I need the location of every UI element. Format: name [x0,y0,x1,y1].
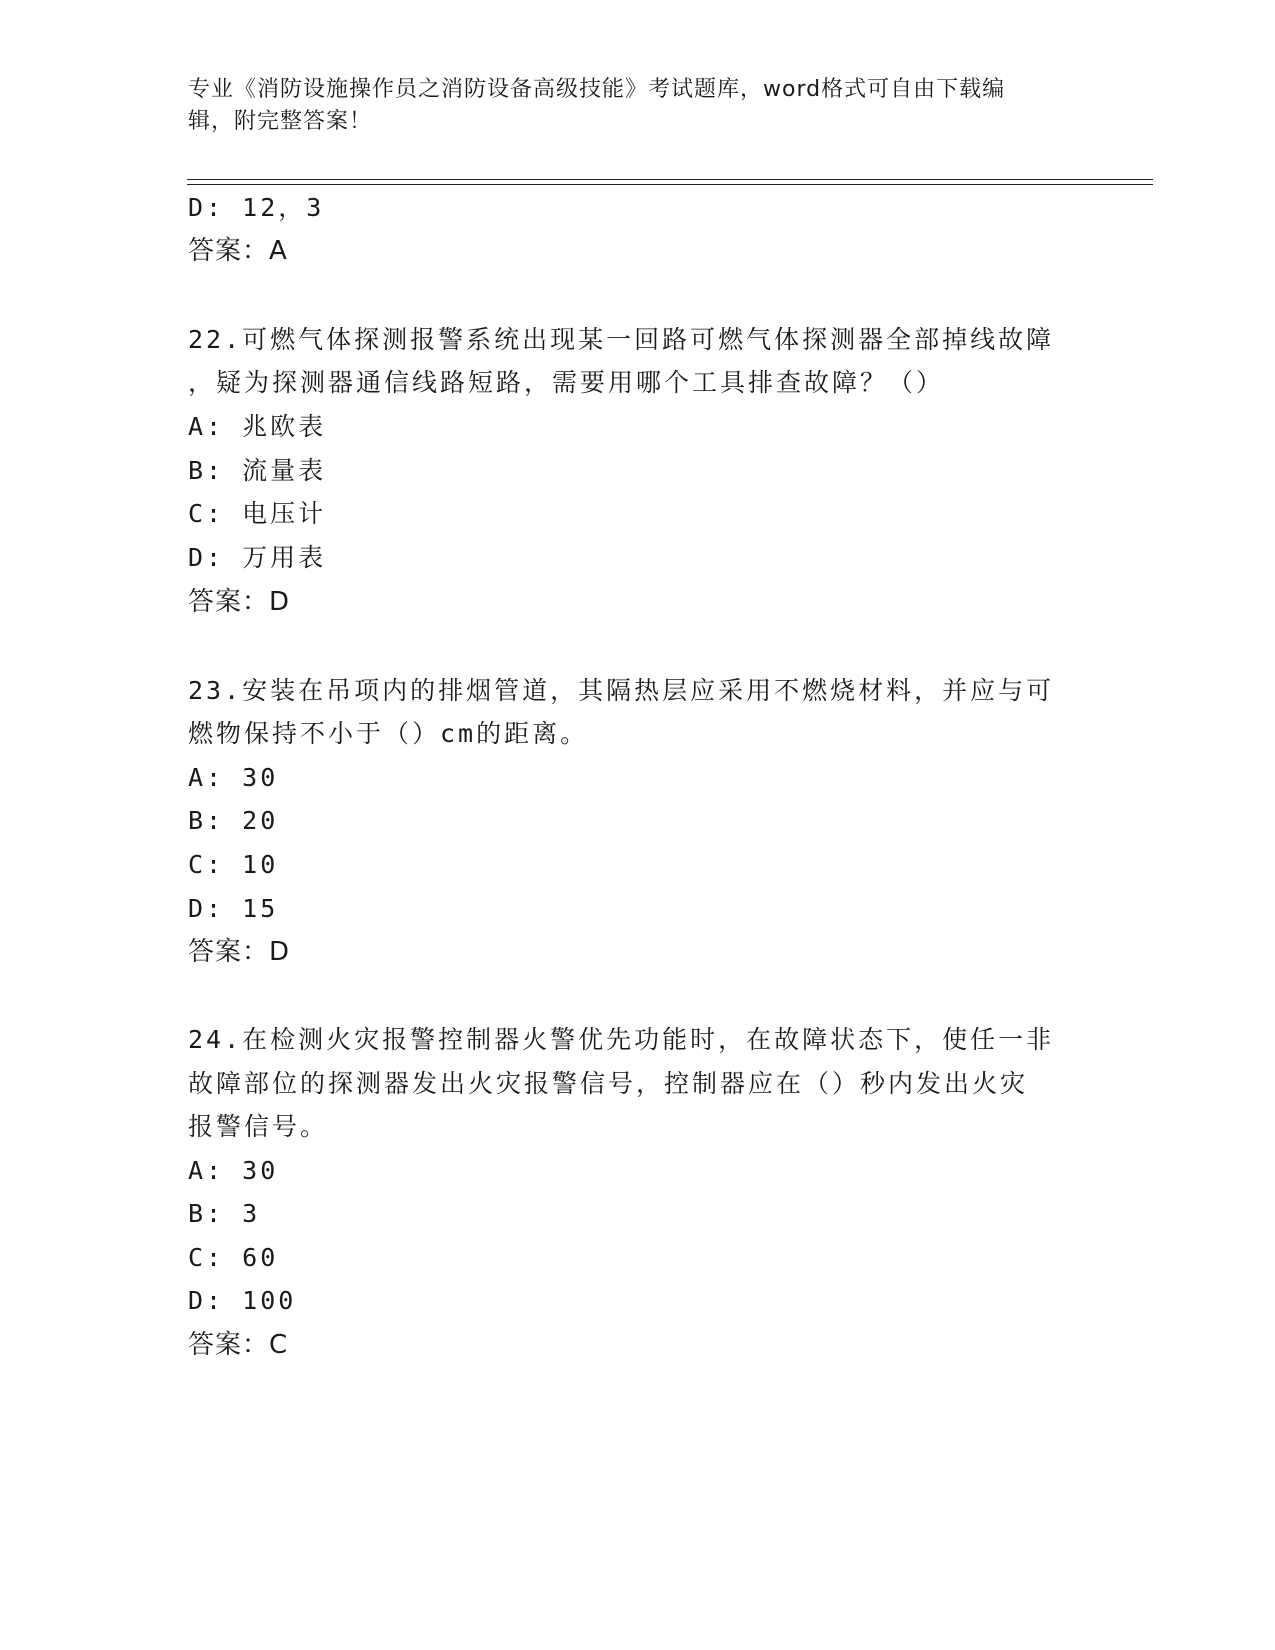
q24-option-d: D: 100 [188,1286,297,1315]
header-line-1: 专业《消防设施操作员之消防设备高级技能》考试题库，word格式可自由下载编 [188,77,1006,102]
q24-option-a: A: 30 [188,1156,279,1185]
q22-stem-line-2: ，疑为探测器通信线路短路，需要用哪个工具排查故障？（） [188,368,945,397]
q22-option-d: D: 万用表 [188,543,327,572]
q24-stem-line-3: 报警信号。 [188,1112,329,1141]
header-divider-top [187,179,1153,180]
q23-stem-line-1: 23.安装在吊项内的排烟管道，其隔热层应采用不燃烧材料，并应与可 [188,676,1055,705]
q24-answer: 答案：C [188,1330,289,1360]
header-divider-bottom [187,184,1153,185]
q23-option-c: C: 10 [188,850,279,879]
q23-stem-line-2: 燃物保持不小于（）cm的距离。 [188,719,589,748]
q22-stem-line-1: 22.可燃气体探测报警系统出现某一回路可燃气体探测器全部掉线故障 [188,325,1055,354]
q22-option-a: A: 兆欧表 [188,412,327,441]
q24-stem-line-2: 故障部位的探测器发出火灾报警信号，控制器应在（）秒内发出火灾 [188,1069,1029,1098]
prev-answer: 答案：A [188,236,288,266]
prev-option-d: D: 12，3 [188,193,325,222]
q22-answer: 答案：D [188,587,291,617]
document-header [188,74,1068,138]
q23-answer: 答案：D [188,937,291,967]
q24-option-c: C: 60 [188,1243,279,1272]
q23-option-a: A: 30 [188,763,279,792]
header-line-2: 辑，附完整答案！ [188,109,373,134]
q23-option-d: D: 15 [188,894,279,923]
q23-option-b: B: 20 [188,806,279,835]
q24-stem-line-1: 24.在检测火灾报警控制器火警优先功能时，在故障状态下，使任一非 [188,1025,1055,1054]
q22-option-b: B: 流量表 [188,456,327,485]
q24-option-b: B: 3 [188,1199,261,1228]
q22-option-c: C: 电压计 [188,499,327,528]
